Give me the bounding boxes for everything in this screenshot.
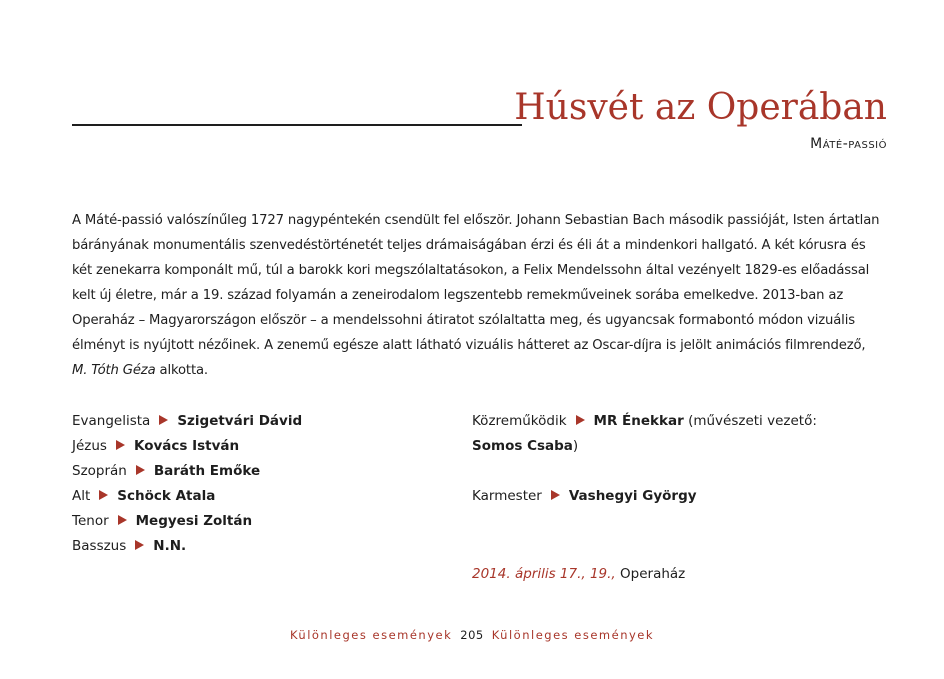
ensemble-leader-line: [472, 434, 817, 459]
cast-name: Kovács István: [133, 438, 240, 454]
triangle-icon: [136, 465, 145, 475]
title-rule: [72, 124, 522, 126]
triangle-icon: [99, 490, 108, 500]
ensemble-role: Közreműködik: [472, 413, 567, 429]
intro-emphasis: M. Tóth Géza: [72, 363, 156, 378]
ensemble-line: [472, 409, 817, 434]
cast-item: [72, 534, 302, 559]
page-title: Húsvét az Operában: [514, 87, 887, 128]
conductor-role: Karmester: [472, 488, 542, 504]
triangle-icon: [159, 415, 168, 425]
intro-text-before: A Máté-passió valószínűleg 1727 nagypéntekén csendült fel először. Johann Sebastian Bach második passióját, Isten ártatlan bárányának monumentális szenvedéstörténetét teljes drámaiságában érzi és éli át a mindenkori hallgató. A két kórusra és két zenekarra komponált mű, túl a barokk kori megszólaltatásokon, a Felix Mendelssohn által vezényelt 1829-es előadással kelt új életre, már a 19. század folyamán a zeneirodalom legszentebb remekműveinek sorába emelkedve. 2013-ban az Operaház – Magyarországon először – a mendelssohni átiratot szólaltatta meg, és ugyancsak formabontó módon vizuális élményt is nyújtott nézőinek. A zenemű egésze alatt látható vizuális hátteret az Oscar-díjra is jelölt animációs filmrendező,: [72, 213, 880, 353]
cast-item: [72, 484, 302, 509]
triangle-icon: [135, 540, 144, 550]
credits-column: [472, 409, 817, 509]
performance-venue: Operaház: [615, 566, 686, 582]
cast-name: Baráth Emőke: [153, 463, 261, 479]
ensemble-note-close: ): [572, 438, 579, 454]
ensemble-note: (művészeti vezető:: [683, 413, 817, 429]
ensemble-name: MR Énekkar: [593, 413, 684, 429]
intro-text-after: alkotta.: [155, 363, 208, 378]
cast-list: [72, 409, 302, 559]
page-number: 205: [460, 628, 484, 642]
conductor-line: [472, 484, 817, 509]
intro-paragraph: [72, 208, 882, 383]
performance-dates: 2014. április 17., 19.,: [472, 566, 616, 582]
cast-name: Szigetvári Dávid: [177, 413, 303, 429]
performance-line: [472, 562, 685, 587]
cast-role: Evangelista: [72, 413, 151, 429]
cast-role: Alt: [72, 488, 91, 504]
conductor-name: Vashegyi György: [568, 488, 697, 504]
cast-item: [72, 409, 302, 434]
triangle-icon: [118, 515, 127, 525]
cast-name: Megyesi Zoltán: [135, 513, 253, 529]
cast-role: Szoprán: [72, 463, 127, 479]
footer-section-left: Különleges események: [289, 628, 453, 642]
cast-role: Basszus: [72, 538, 127, 554]
cast-name: N.N.: [153, 538, 187, 554]
cast-name: Schöck Atala: [117, 488, 216, 504]
triangle-icon: [551, 490, 560, 500]
cast-role: Jézus: [72, 438, 107, 454]
page-subtitle: Máté-passió: [810, 136, 887, 152]
cast-role: Tenor: [72, 513, 109, 529]
ensemble-leader: Somos Csaba: [472, 438, 573, 454]
cast-item: [72, 434, 302, 459]
triangle-icon: [116, 440, 125, 450]
page-footer: [0, 626, 944, 644]
footer-section-right: Különleges események: [491, 628, 655, 642]
cast-item: [72, 509, 302, 534]
triangle-icon: [576, 415, 585, 425]
cast-item: [72, 459, 302, 484]
